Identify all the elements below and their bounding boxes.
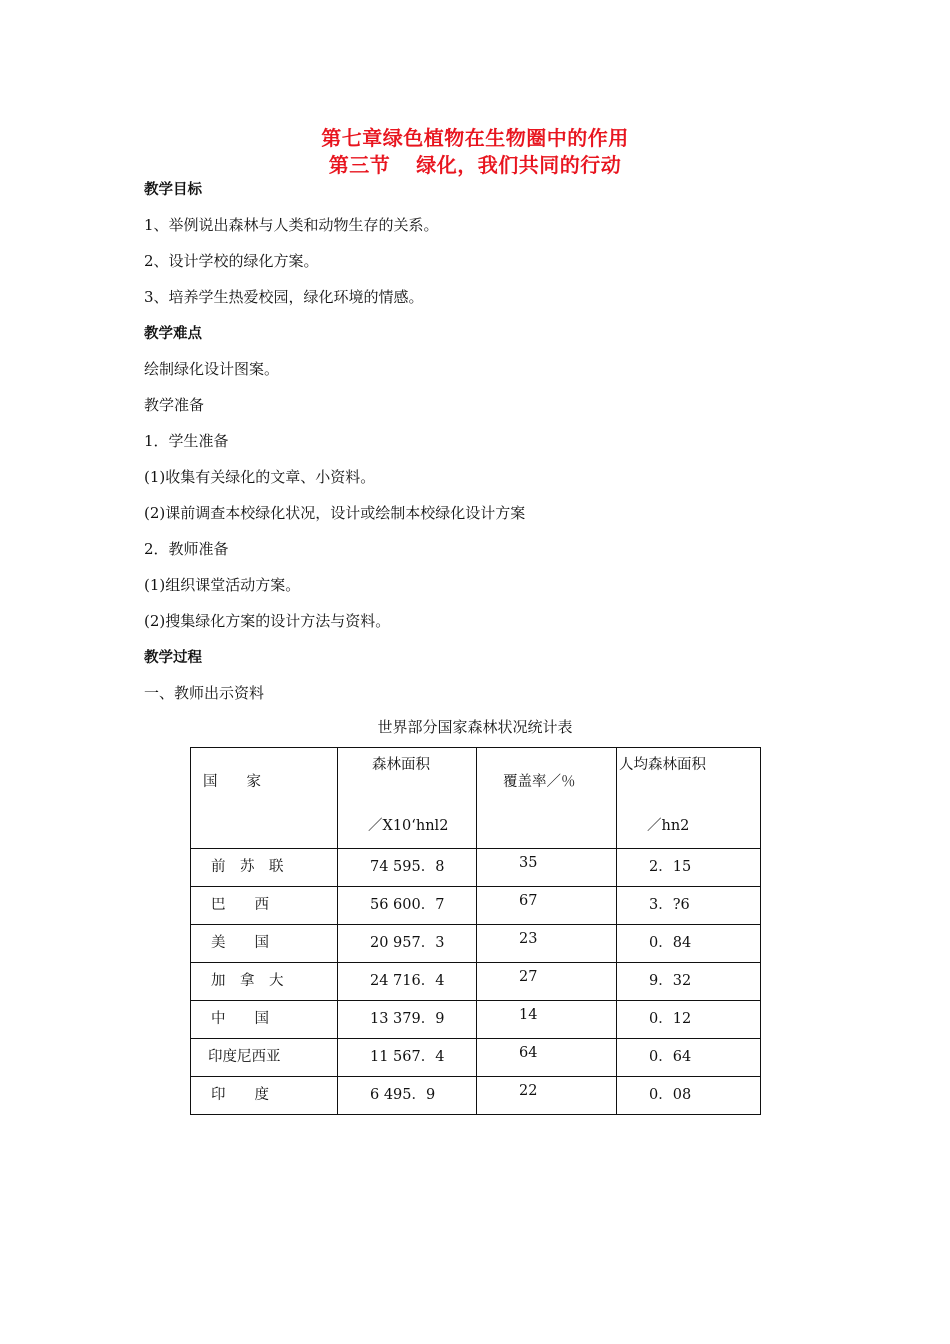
table-row xyxy=(191,1077,761,1115)
heading-difficulty: 教学难点 xyxy=(144,326,202,342)
table-row xyxy=(191,849,761,887)
forest-stats-table xyxy=(190,747,761,1115)
cell-area: 74 595．8 xyxy=(370,859,445,875)
header-country: 国 家 xyxy=(191,748,338,849)
table-row xyxy=(191,887,761,925)
cell-coverage: 23 xyxy=(519,931,538,947)
cell-coverage: 67 xyxy=(519,893,538,909)
cell-country: 巴 西 xyxy=(211,897,269,913)
prep-item: (1)组织课堂活动方案。 xyxy=(144,576,301,594)
header-per-capita: 人均森林面积 ／hn2 xyxy=(617,748,761,849)
cell-coverage: 35 xyxy=(519,855,538,871)
chapter-title: 第七章绿色植物在生物圈中的作用 xyxy=(321,126,629,150)
heading-goals: 教学目标 xyxy=(144,182,202,198)
cell-per-capita: 9．32 xyxy=(649,973,692,989)
difficulty-text: 绘制绿化设计图案。 xyxy=(144,360,280,378)
cell-area: 24 716．4 xyxy=(370,973,445,989)
table-row xyxy=(191,1039,761,1077)
heading-process: 教学过程 xyxy=(144,650,202,666)
cell-area: 56 600．7 xyxy=(370,897,445,913)
header-area: 森林面积 ／X10‘hnl2 xyxy=(338,748,477,849)
heading-preparation: 教学准备 xyxy=(144,396,205,414)
prep-item: (2)搜集绿化方案的设计方法与资料。 xyxy=(144,612,391,630)
cell-country: 加 拿 大 xyxy=(211,973,284,989)
cell-coverage: 22 xyxy=(519,1083,538,1099)
prep-item: 2．教师准备 xyxy=(144,540,229,558)
process-step: 一、教师出示资料 xyxy=(144,684,265,702)
prep-item: 1．学生准备 xyxy=(144,432,229,450)
table-row xyxy=(191,1001,761,1039)
cell-area: 11 567．4 xyxy=(370,1049,445,1065)
section-title xyxy=(0,149,950,178)
cell-per-capita: 0．64 xyxy=(649,1049,692,1065)
cell-country: 中 国 xyxy=(211,1011,269,1027)
table-row xyxy=(191,925,761,963)
section-number: 第三节 xyxy=(328,153,391,177)
table-header-row xyxy=(191,748,761,849)
cell-per-capita: 0．08 xyxy=(649,1087,692,1103)
cell-coverage: 27 xyxy=(519,969,538,985)
cell-country: 前 苏 联 xyxy=(211,859,284,875)
cell-per-capita: 3．?6 xyxy=(649,897,690,913)
cell-coverage: 14 xyxy=(519,1007,538,1023)
goal-item: 1、举例说出森林与人类和动物生存的关系。 xyxy=(144,216,439,234)
cell-per-capita: 0．84 xyxy=(649,935,692,951)
cell-country: 印 度 xyxy=(211,1087,269,1103)
cell-area: 20 957．3 xyxy=(370,935,445,951)
cell-per-capita: 0．12 xyxy=(649,1011,692,1027)
cell-country: 印度尼西亚 xyxy=(208,1049,281,1065)
prep-item: (1)收集有关绿化的文章、小资料。 xyxy=(144,468,376,486)
cell-country: 美 国 xyxy=(211,935,269,951)
section-name: 绿化，我们共同的行动 xyxy=(416,153,622,177)
prep-item: (2)课前调查本校绿化状况，设计或绘制本校绿化设计方案 xyxy=(144,504,526,522)
cell-area: 13 379．9 xyxy=(370,1011,445,1027)
goal-item: 2、设计学校的绿化方案。 xyxy=(144,252,319,270)
goal-item: 3、培养学生热爱校园，绿化环境的情感。 xyxy=(144,288,424,306)
cell-per-capita: 2．15 xyxy=(649,859,692,875)
cell-coverage: 64 xyxy=(519,1045,538,1061)
table-caption: 世界部分国家森林状况统计表 xyxy=(377,718,573,736)
cell-area: 6 495．9 xyxy=(370,1087,436,1103)
table-row xyxy=(191,963,761,1001)
header-coverage: 覆盖率／％ xyxy=(477,748,617,849)
